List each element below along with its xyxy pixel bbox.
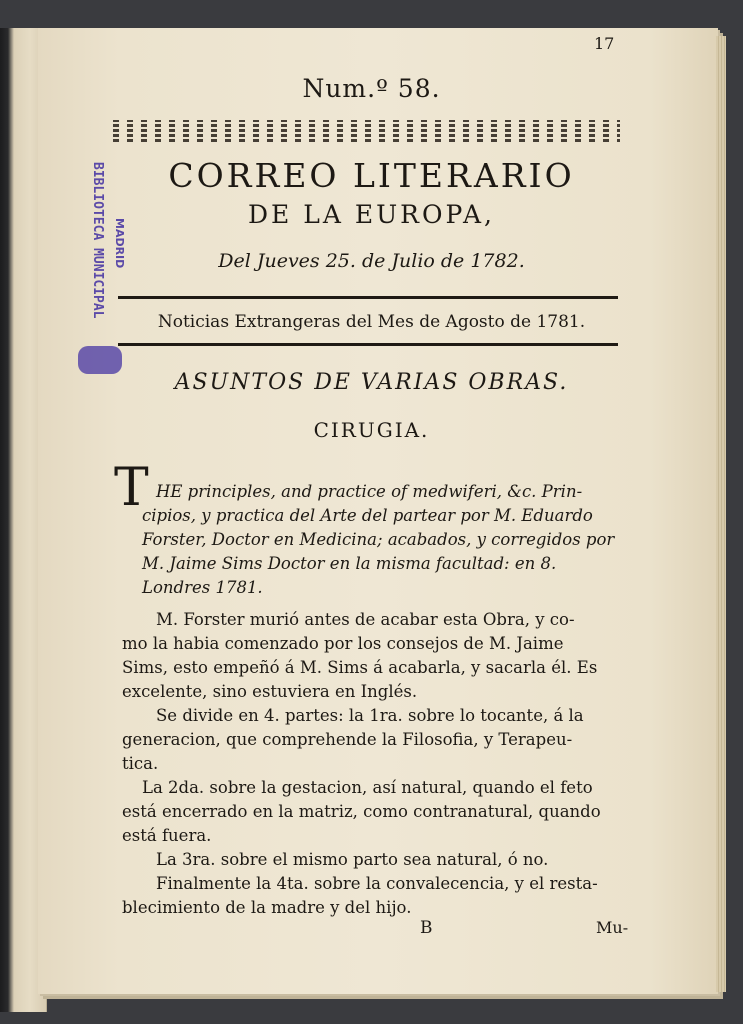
dateline: Del Jueves 25. de Julio de 1782. [218,250,525,272]
body-line: mo la habia comenzado por los consejos de M. Jaime [122,634,564,653]
stamp-text-city: MADRID [113,218,126,269]
body-line: blecimiento de la madre y del hijo. [122,898,412,917]
body-line: está fuera. [122,826,212,845]
bottom-rule [118,343,618,346]
entry-line: cipios, y practica del Arte del partear por M. Eduardo [142,506,593,525]
subheading: Noticias Extrangeras del Mes de Agosto de 1781. [157,312,586,332]
body-line: generacion, que comprehende la Filosofia, y Terapeu- [122,730,573,749]
body-line: La 3ra. sobre el mismo parto sea natural, ó no. [156,850,549,869]
entry-line: Londres 1781. [142,578,263,597]
top-rule [118,296,618,299]
catchword: Mu- [596,918,629,937]
folio-number: 17 [594,34,615,53]
entry-line: M. Jaime Sims Doctor en la misma facultad: en 8. [142,554,557,573]
body-line: Se divide en 4. partes: la 1ra. sobre lo tocante, á la [156,706,584,725]
masthead-title: CORREO LITERARIO [168,156,575,195]
stamp-text-library: BIBLIOTECA MUNICIPAL [90,162,105,319]
signature-mark: B [420,918,433,938]
library-stamp [76,158,132,378]
masthead-subtitle: DE LA EUROPA, [247,200,495,229]
drop-cap: T [114,458,149,518]
topic-heading: CIRUGIA. [313,418,430,442]
stamp-seal-mark [78,346,122,374]
body-line: excelente, sino estuviera en Inglés. [122,682,418,701]
issue-number: Num.º 58. [302,74,441,103]
entry-line: HE principles, and practice of medwiferi, &c. Prin- [156,482,583,501]
section-heading: ASUNTOS DE VARIAS OBRAS. [174,370,569,395]
body-line: Finalmente la 4ta. sobre la convalecencia, y el resta- [156,874,598,893]
entry-line: Forster, Doctor en Medicina; acabados, y corregidos por [142,530,615,549]
ornamental-border [110,120,620,142]
body-line: tica. [122,754,159,773]
body-line: M. Forster murió antes de acabar esta Obra, y co- [156,610,575,629]
body-line: La 2da. sobre la gestacion, así natural, quando el feto [142,778,593,797]
body-line: está encerrado en la matriz, como contranatural, quando [122,802,601,821]
body-line: Sims, esto empeñó á M. Sims á acabarla, y sacarla él. Es [122,658,598,677]
